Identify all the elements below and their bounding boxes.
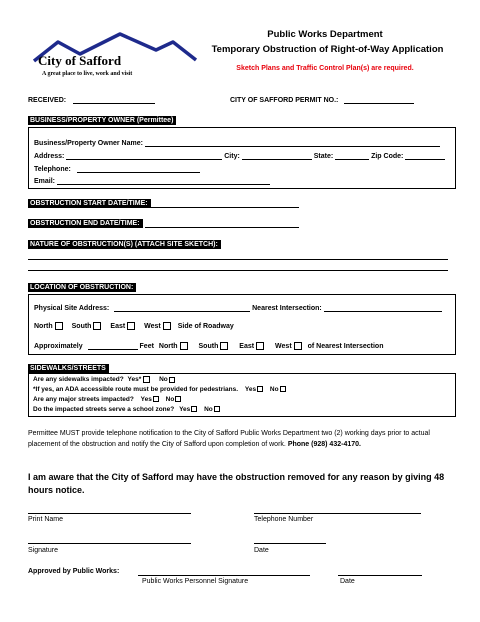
address-label: Address:: [34, 153, 65, 160]
approval-date-line[interactable]: [338, 575, 422, 576]
major-no-label: No: [165, 396, 175, 403]
received-row: [28, 96, 155, 104]
major-streets-row: [33, 396, 181, 403]
approx-label: Approximately: [34, 342, 83, 350]
approx-east-checkbox[interactable]: [256, 342, 264, 350]
major-yes-label: Yes: [140, 396, 152, 403]
nature-line-2[interactable]: [28, 270, 448, 271]
zip-field[interactable]: [405, 152, 445, 160]
phone-number: Phone (928) 432-4170.: [287, 440, 361, 448]
sidewalk-question-row: [33, 376, 175, 383]
logo-tagline: A great place to live, work and visit: [42, 71, 133, 77]
owner-telephone-row: [34, 165, 200, 173]
city-field[interactable]: [242, 152, 312, 160]
major-streets-question: Are any major streets impacted?: [33, 396, 134, 403]
south-checkbox[interactable]: [93, 322, 101, 330]
sidewalk-question: Are any sidewalks impacted?: [33, 376, 124, 384]
nature-line-1[interactable]: [28, 259, 448, 260]
south-label: South: [71, 322, 92, 330]
approx-north-checkbox[interactable]: [180, 342, 188, 350]
west-label: West: [144, 322, 161, 330]
feet-label: Feet: [139, 342, 154, 350]
start-label: OBSTRUCTION START DATE/TIME:: [28, 199, 151, 208]
school-zone-question: Do the impacted streets serve a school zone?: [33, 406, 175, 413]
location-heading: LOCATION OF OBSTRUCTION:: [28, 283, 136, 292]
owner-name-label: Business/Property Owner Name:: [34, 140, 143, 147]
approx-feet-field[interactable]: [88, 342, 138, 350]
notice-text: Permittee MUST provide telephone notification to the City of Safford Public Works Department two (2) working days prior to actual placement of the obstruction and notify the City of Safford upon completion of work.: [28, 430, 430, 448]
approx-west-label: West: [275, 342, 292, 350]
city-label: City:: [224, 153, 240, 160]
owner-email-row: [34, 177, 270, 185]
school-no-checkbox[interactable]: [214, 406, 220, 412]
owner-address-row: [34, 152, 445, 160]
ada-yes-checkbox[interactable]: [257, 386, 263, 392]
end-label: OBSTRUCTION END DATE/TIME:: [28, 219, 143, 228]
sidewalk-no-label: No: [159, 376, 168, 384]
form-title: Temporary Obstruction of Right-of-Way Application: [211, 44, 444, 55]
approx-north-label: North: [158, 342, 178, 350]
approx-south-label: South: [198, 342, 219, 350]
email-field[interactable]: [57, 177, 270, 185]
major-yes-checkbox[interactable]: [153, 396, 159, 402]
approx-south-checkbox[interactable]: [220, 342, 228, 350]
owner-name-row: [34, 139, 440, 147]
requirements-note: Sketch Plans and Traffic Control Plan(s) are required.: [236, 65, 414, 72]
approved-label: Approved by Public Works:: [28, 568, 120, 575]
school-zone-row: [33, 406, 220, 413]
ada-no-checkbox[interactable]: [280, 386, 286, 392]
personnel-signature-label: Public Works Personnel Signature: [142, 578, 249, 585]
intersection-field[interactable]: [324, 304, 442, 312]
approx-west-checkbox[interactable]: [294, 342, 302, 350]
direction-row: [34, 322, 234, 330]
signature-label: Signature: [28, 547, 58, 554]
owner-heading: BUSINESS/PROPERTY OWNER (Permittee): [28, 116, 176, 125]
of-nearest-label: of Nearest Intersection: [307, 342, 384, 350]
permit-row: [230, 96, 414, 104]
state-label: State:: [313, 153, 334, 160]
email-label: Email:: [34, 178, 56, 185]
logo-title: City of Safford: [38, 53, 122, 68]
telephone-label: Telephone:: [34, 166, 71, 173]
print-name-label: Print Name: [28, 516, 64, 523]
east-checkbox[interactable]: [127, 322, 135, 330]
school-no-label: No: [204, 406, 213, 413]
city-logo: [28, 28, 198, 82]
ada-no-label: No: [269, 386, 279, 393]
ada-question: *If yes, an ADA accessible route must be provided for pedestrians.: [33, 386, 239, 393]
awareness-statement: I am aware that the City of Safford may have the obstruction removed for any reason by giving 48 hours notice.: [28, 472, 445, 495]
site-label: Physical Site Address:: [34, 305, 110, 312]
telephone-field[interactable]: [77, 165, 200, 173]
telephone-number-label: Telephone Number: [254, 516, 314, 523]
state-field[interactable]: [335, 152, 369, 160]
received-label: RECEIVED:: [28, 97, 67, 104]
site-row: [34, 304, 442, 312]
start-field[interactable]: [149, 207, 299, 208]
notification-notice: [28, 429, 448, 450]
nature-label: NATURE OF OBSTRUCTION(S) (ATTACH SITE SKETCH):: [28, 240, 221, 249]
owner-name-field[interactable]: [145, 139, 440, 147]
print-name-line[interactable]: [28, 513, 191, 514]
telephone-number-line[interactable]: [254, 513, 421, 514]
school-yes-checkbox[interactable]: [191, 406, 197, 412]
west-checkbox[interactable]: [163, 322, 171, 330]
address-field[interactable]: [66, 152, 222, 160]
permit-label: CITY OF SAFFORD PERMIT NO.:: [230, 97, 339, 104]
major-no-checkbox[interactable]: [175, 396, 181, 402]
site-field[interactable]: [114, 304, 250, 312]
personnel-signature-line[interactable]: [138, 575, 310, 576]
permit-field[interactable]: [344, 96, 414, 104]
sidewalk-yes-label: Yes*: [127, 376, 142, 384]
signature-date-line[interactable]: [254, 543, 326, 544]
school-yes-label: Yes: [179, 406, 191, 413]
intersection-label: Nearest Intersection:: [252, 305, 322, 312]
side-of-roadway-label: Side of Roadway: [177, 322, 234, 330]
approval-date-label: Date: [340, 578, 355, 585]
approx-row: [34, 342, 383, 350]
ada-row: [33, 386, 286, 393]
north-label: North: [34, 322, 53, 330]
north-checkbox[interactable]: [55, 322, 63, 330]
ada-yes-label: Yes: [244, 386, 257, 393]
signature-date-label: Date: [254, 547, 269, 554]
received-field[interactable]: [73, 96, 155, 104]
department-name: Public Works Department: [267, 29, 383, 40]
east-label: East: [110, 322, 126, 330]
sidewalk-no-checkbox[interactable]: [169, 377, 175, 383]
zip-label: Zip Code:: [371, 153, 404, 160]
sidewalk-yes-checkbox[interactable]: [143, 376, 150, 383]
signature-line[interactable]: [28, 543, 191, 544]
approx-east-label: East: [239, 342, 255, 350]
end-field[interactable]: [145, 227, 299, 228]
sidewalks-heading: SIDEWALKS/STREETS: [28, 364, 109, 373]
